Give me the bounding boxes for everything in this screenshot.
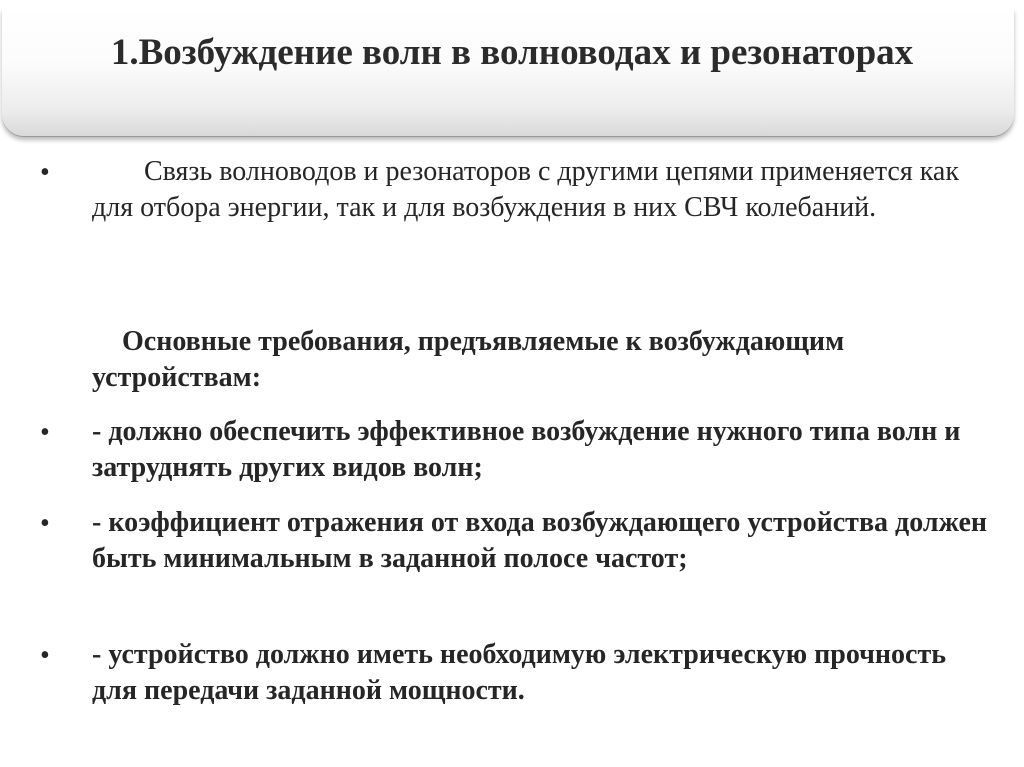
requirement-item: - устройство должно иметь необходимую электрическую прочность для передачи заданной мощности.: [92, 639, 946, 706]
bullet-marker: •: [40, 640, 50, 671]
bullet-marker: •: [40, 157, 50, 188]
requirements-heading: Основные требования, предъявляемые к возбуждающим устройствам:: [92, 326, 845, 393]
slide-title: 1.Возбуждение волн в волноводах и резонаторах: [110, 32, 914, 73]
intro-paragraph: Связь волноводов и резонаторов с другими цепями применяется как для отбора энергии, так и для возбуждения в них СВЧ колебаний.: [92, 156, 959, 223]
bullet-marker: •: [40, 508, 50, 539]
requirement-item: - должно обеспечить эффективное возбуждение нужного типа волн и затруднять других видов волн;: [92, 416, 961, 483]
bullet-marker: •: [40, 417, 50, 448]
requirement-item: - коэффициент отражения от входа возбуждающего устройства должен быть минимальным в заданной полосе частот;: [92, 507, 988, 574]
